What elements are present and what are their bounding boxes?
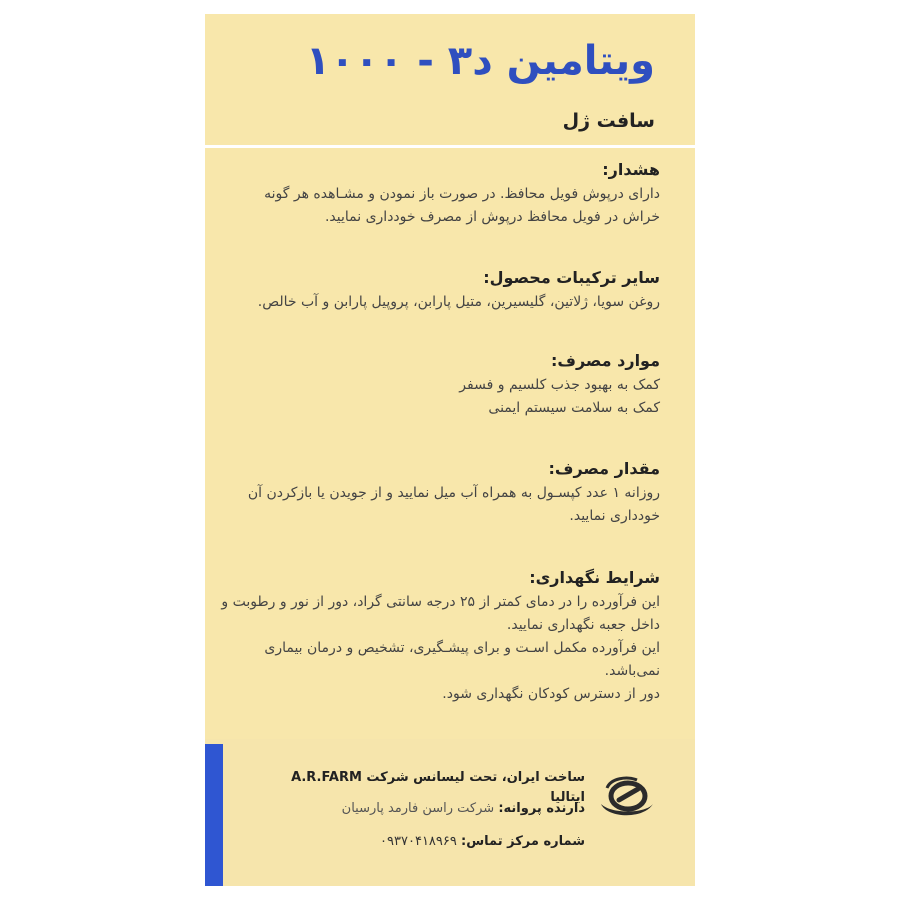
section-line: دور از دسترس کودکان نگهداری شود. (442, 686, 660, 702)
license-value: شرکت راسن فارمد پارسیان (341, 801, 495, 816)
section-heading: هشدار: (602, 160, 660, 179)
section-heading: شرایط نگهداری: (529, 568, 660, 587)
manufacturer-text: ساخت ایران، تحت لیسانس شرکت A.R.FARM ایتالیا (291, 770, 585, 805)
license-line (265, 799, 585, 819)
section-line: این فرآورده را در دمای کمتر از ۲۵ درجه سانتی گراد، دور از نور و رطوبت و (221, 594, 660, 610)
section-line: دارای درپوش فویل محافظ. در صورت باز نمودن و مشـاهده هر گونه (264, 186, 660, 202)
section-storage (210, 565, 660, 706)
label-content (205, 14, 695, 886)
section-warning (210, 157, 660, 229)
section-line: نمی‌باشد. (604, 663, 660, 679)
section-line: خراش در فویل محافظ درپوش از مصرف خودداری نمایید. (324, 209, 660, 225)
product-box-panel (205, 14, 695, 886)
section-line: این فرآورده مکمل اسـت و برای پیشـگیری، تشخیص و درمان بیماری (264, 640, 660, 656)
contact-line (265, 832, 585, 852)
header-divider (205, 145, 695, 148)
license-label: دارنده پروانه: (498, 801, 585, 816)
contact-label: شماره مرکز تماس: (461, 834, 585, 849)
section-line: خودداری نمایید. (569, 508, 660, 524)
section-line: کمک به سلامت سیستم ایمنی (488, 400, 660, 416)
product-title: ویتامین د۳ - ۱۰۰۰ (305, 38, 655, 84)
rasen-pharmed-logo-icon (597, 774, 657, 822)
section-line: داخل جعبه نگهداری نمایید. (506, 617, 660, 633)
section-heading: موارد مصرف: (550, 351, 660, 370)
contact-value: ۰۹۳۷۰۴۱۸۹۶۹ (380, 834, 457, 849)
section-dosage (210, 456, 660, 528)
section-heading: مقدار مصرف: (548, 459, 660, 478)
section-ingredients (210, 265, 660, 314)
section-line: کمک به بهبود جذب کلسیم و فسفر (459, 377, 660, 393)
section-line: روغن سویا، ژلاتین، گلیسیرین، متیل پارابن، پروپیل پارابن و آب خالص. (257, 294, 660, 310)
section-line: روزانه ۱ عدد کپسـول به همراه آب میل نمایید و از جویدن یا بازکردن آن (247, 485, 660, 501)
section-heading: سایر ترکیبات محصول: (483, 268, 660, 287)
product-subtitle: سافت ژل (562, 110, 655, 132)
section-uses (210, 348, 660, 420)
